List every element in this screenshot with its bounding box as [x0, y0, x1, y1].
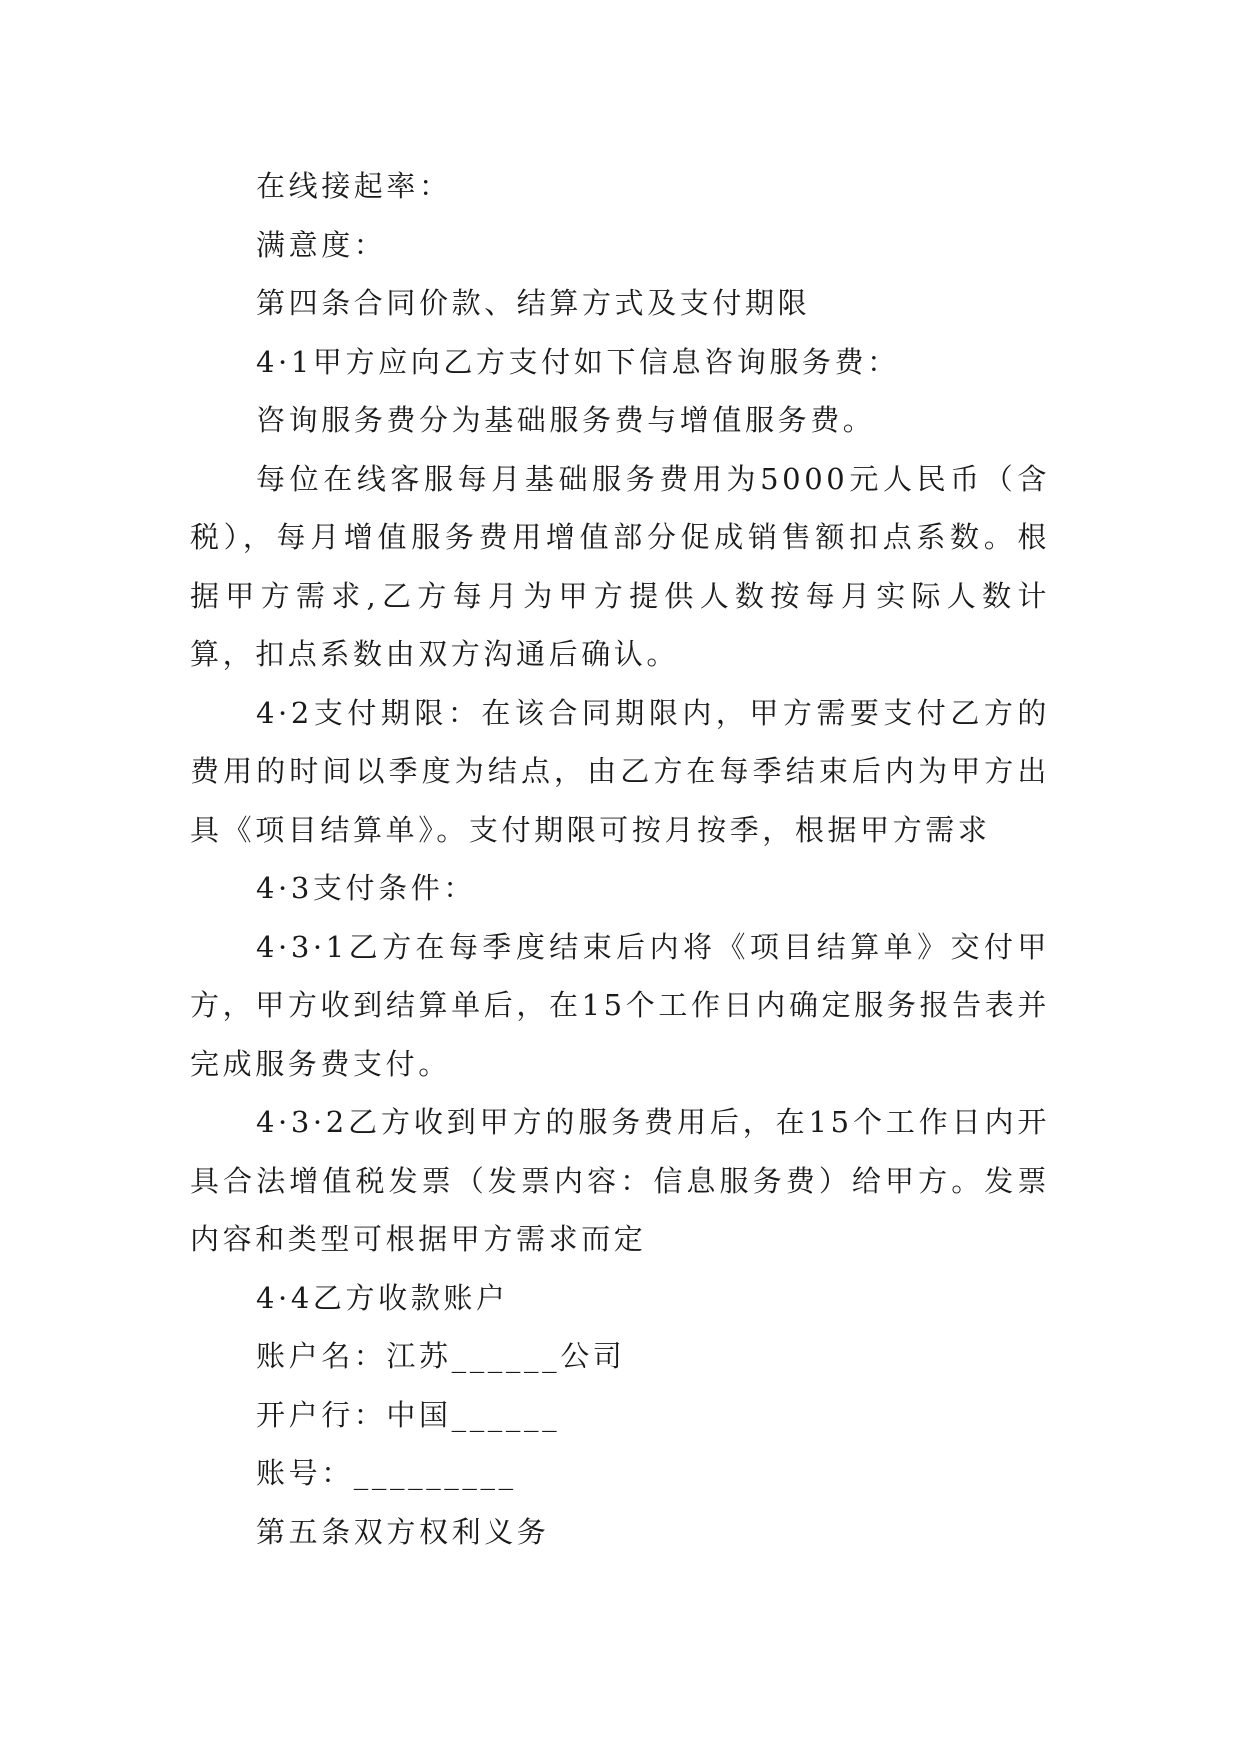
paragraph-account-number: 账号：_________: [256, 1456, 517, 1490]
paragraph-account-name: 账户名：江苏______公司: [256, 1339, 626, 1373]
paragraph-4-2: 4·2支付期限：在该合同期限内，甲方需要支付乙方的费用的时间以季度为结点，由乙方在每季结束后内为甲方出具《项目结算单》。支付期限可按月按季，根据甲方需求: [190, 695, 1050, 847]
paragraph-4-4: 4·4乙方收款账户: [256, 1280, 509, 1315]
paragraph-bank: 开户行：中国______: [256, 1397, 561, 1432]
paragraph-4-3-1: 4·3·1乙方在每季度结束后内将《项目结算单》交付甲方，甲方收到结算单后，在15个工作日内确定服务报告表并完成服务费支付。: [190, 929, 1050, 1081]
heading-article-5: 第五条双方权利义务: [256, 1514, 550, 1549]
paragraph-4-3: 4·3支付条件：: [256, 871, 476, 905]
paragraph-online-answer-rate: 在线接起率：: [256, 169, 452, 203]
document-body: [190, 157, 1050, 1561]
paragraph-4-3-2: 4·3·2乙方收到甲方的服务费用后，在15个工作日内开具合法增值税发票（发票内容：信息服务费）给甲方。发票内容和类型可根据甲方需求而定: [190, 1105, 1050, 1256]
heading-article-4: 第四条合同价款、结算方式及支付期限: [256, 286, 811, 320]
paragraph-satisfaction: 满意度：: [256, 227, 387, 262]
paragraph-fee-types: 咨询服务费分为基础服务费与增值服务费。: [256, 403, 876, 437]
paragraph-base-fee: 每位在线客服每月基础服务费用为5000元人民币（含税），每月增值服务费用增值部分促成销售额扣点系数。根据甲方需求,乙方每月为甲方提供人数按每月实际人数计算，扣点系数由双方沟通后确认。: [190, 461, 1050, 671]
paragraph-4-1: 4·1甲方应向乙方支付如下信息咨询服务费：: [256, 344, 900, 379]
